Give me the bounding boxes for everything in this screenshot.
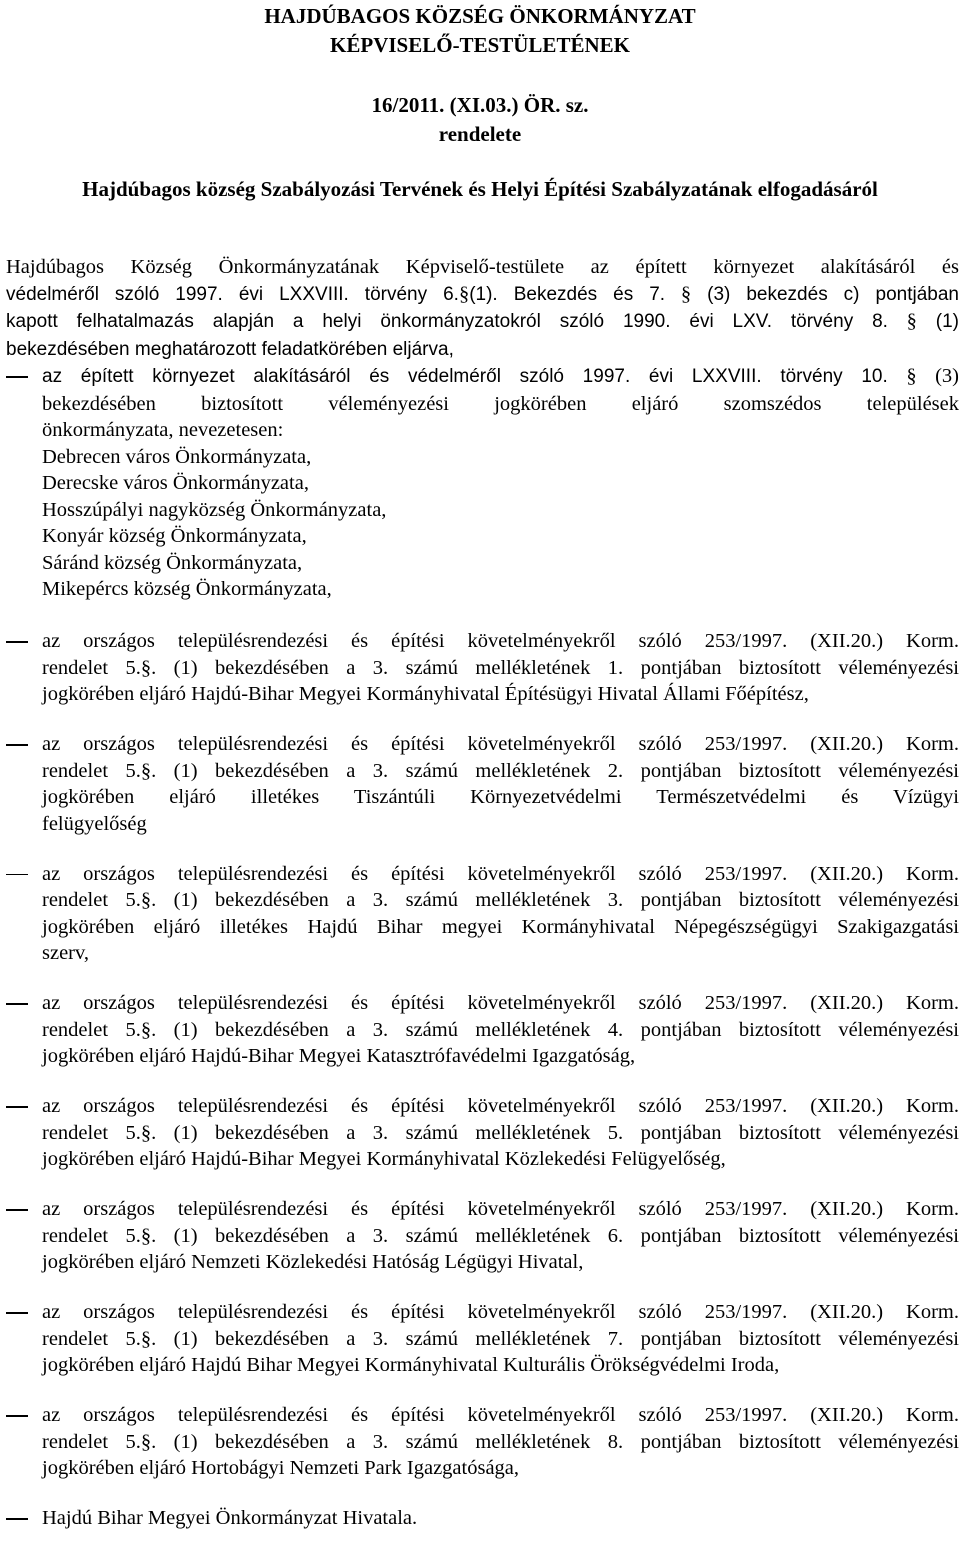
item-text: rendelet 5.: [42, 1327, 141, 1350]
item-text: . (1) bekezdésében a 3. számú mellékletének 6. pontjában biztosított véleményezési: [151, 1224, 959, 1247]
item-text: az országos településrendezési és építési követelményekről szóló 253/1997. (XII.20.) Korm.: [42, 1301, 959, 1323]
item-text: felügyelőség: [42, 812, 147, 835]
requirement-item: [6, 1402, 959, 1482]
item-text: az országos településrendezési és építési követelményekről szóló 253/1997. (XII.20.) Korm.: [42, 1095, 959, 1117]
item-text: . (1) bekezdésében a 3. számú mellékletének 2. pontjában biztosított véleményezési: [151, 759, 959, 782]
item-text: . (1) bekezdésében a 3. számú mellékletének 8. pontjában biztosított véleményezési: [151, 1430, 959, 1453]
section-sign: §: [140, 1121, 152, 1144]
item-line: [42, 811, 959, 838]
item-line: [42, 628, 959, 655]
item-text: rendelet 5.: [42, 656, 141, 679]
decree-number: 16/2011. (XI.03.) ÖR. sz.: [371, 93, 589, 117]
item-line: [42, 1120, 959, 1147]
item-line: [42, 1196, 959, 1223]
item-text: . (1) bekezdésében a 3. számú mellékletének 1. pontjában biztosított véleményezési: [151, 656, 959, 679]
section-sign: §: [140, 1224, 152, 1247]
item-text: önkormányzata, nevezetesen:: [42, 419, 284, 441]
item-line: [42, 1429, 959, 1456]
item-text: az országos településrendezési és építési követelményekről szóló 253/1997. (XII.20.) Korm.: [42, 992, 959, 1014]
preamble-line: [6, 336, 959, 364]
item-text: az országos településrendezési és építési követelményekről szóló 253/1997. (XII.20.) Korm.: [42, 733, 959, 755]
item-text: jogkörében eljáró Hajdú Bihar Megyei Kormányhivatal Kulturális Örökségvédelmi Iroda,: [42, 1354, 780, 1376]
section-sign: §: [140, 889, 152, 911]
item-text: jogkörében eljáró illetékes Tiszántúli Környezetvédelmi Természetvédelmi és Vízügyi: [42, 786, 959, 808]
item-text: az országos településrendezési és építési követelményekről szóló 253/1997. (XII.20.) Korm.: [42, 630, 959, 652]
municipality-item: Debrecen város Önkormányzata,: [42, 445, 312, 468]
municipality-list: [42, 444, 959, 603]
item-text: rendelet 5.: [42, 759, 141, 782]
item-line: [42, 1043, 959, 1070]
item-line: [42, 363, 959, 391]
municipality-item: Hosszúpályi nagyközség Önkormányzata,: [42, 498, 387, 521]
item-line: [42, 1017, 959, 1044]
item-line: [42, 1326, 959, 1353]
decree-title: Hajdúbagos község Szabályozási Tervének és Helyi Építési Szabályzatának elfogadásáról: [82, 177, 878, 201]
item-line: [42, 1093, 959, 1120]
preamble-text: kapott felhatalmazás alapján a helyi önkormányzatokról szóló 1990. évi LXV. törvény 8.: [6, 311, 888, 332]
requirement-item: [6, 990, 959, 1070]
item-line: [42, 914, 959, 941]
preamble-text: bekezdésében meghatározott feladatkörében eljárva,: [6, 338, 454, 360]
item-line: [42, 391, 959, 418]
requirement-item: [6, 861, 959, 967]
item-line: [42, 1352, 959, 1379]
preamble-line: [6, 308, 959, 336]
item-text: Hajdú Bihar Megyei Önkormányzat Hivatala.: [42, 1507, 418, 1529]
section-sign: §: [140, 1018, 152, 1041]
requirement-item: [6, 1196, 959, 1276]
preamble-line: [6, 254, 959, 281]
requirements-list: [6, 628, 959, 1555]
item-text: rendelet 5.: [42, 1121, 141, 1144]
item-text: az épített környezet alakításáról és védelméről szóló 1997. évi LXXVIII. törvény 10.: [42, 366, 888, 387]
item-text: az országos településrendezési és építési követelményekről szóló 253/1997. (XII.20.) Korm.: [42, 862, 959, 885]
preamble: [6, 254, 959, 603]
preamble-text: védelméről szóló 1997. évi LXXVIII. törvény 6.: [6, 283, 459, 305]
item-text: . (1) bekezdésében a 3. számú mellékletének 7. pontjában biztosított véleményezési: [151, 1327, 959, 1350]
dash-list-item: [6, 363, 959, 603]
preamble-text: (3) bekezdés c) pontjában: [691, 283, 959, 305]
item-line: [42, 681, 959, 708]
item-text: rendelet 5.: [42, 889, 141, 911]
requirement-item: [6, 1093, 959, 1173]
section-sign: §: [458, 282, 470, 305]
item-text: jogkörében eljáró Hajdú-Bihar Megyei Kormányhivatal Közlekedési Felügyelőség,: [42, 1148, 726, 1170]
item-text: jogkörében eljáró Nemzeti Közlekedési Hatóság Légügyi Hivatal,: [42, 1251, 584, 1273]
item-text: bekezdésében biztosított véleményezési jogkörében eljáró szomszédos települések: [42, 392, 959, 415]
header-line-2: KÉPVISELŐ-TESTÜLETÉNEK: [330, 33, 630, 57]
item-line: [42, 784, 959, 811]
item-line: [42, 940, 959, 967]
preamble-line: [6, 281, 959, 309]
preamble-text: (1): [916, 311, 960, 332]
section-sign: §: [680, 282, 692, 305]
item-text: jogkörében eljáró Hajdú-Bihar Megyei Kormányhivatal Építésügyi Hivatal Állami Főépítész,: [42, 683, 809, 705]
item-line: [42, 1299, 959, 1326]
section-sign: §: [906, 365, 917, 387]
item-text: jogkörében eljáró illetékes Hajdú Bihar megyei Kormányhivatal Népegészségügyi Szakigazgatási: [42, 915, 959, 938]
section-sign: §: [140, 656, 152, 679]
item-text: rendelet 5.: [42, 1430, 141, 1453]
item-line: [42, 1223, 959, 1250]
item-line: [42, 1146, 959, 1173]
section-sign: §: [140, 1430, 152, 1453]
item-line: [42, 731, 959, 758]
item-text: (3): [916, 365, 960, 387]
municipality-item: Konyár község Önkormányzata,: [42, 525, 307, 547]
header-line-1: HAJDÚBAGOS KÖZSÉG ÖNKORMÁNYZAT: [264, 4, 696, 28]
item-line: [42, 1455, 959, 1482]
preamble-text: (1). Bekezdés és 7.: [469, 283, 666, 305]
item-line: [42, 1505, 959, 1532]
requirement-item: [6, 1505, 959, 1532]
item-line: [42, 887, 959, 914]
item-line: [42, 861, 959, 888]
item-line: [42, 417, 959, 444]
municipality-item: Sáránd község Önkormányzata,: [42, 551, 303, 574]
item-line: [42, 1402, 959, 1429]
item-text: rendelet 5.: [42, 1018, 141, 1041]
municipality-item: Derecske város Önkormányzata,: [42, 472, 309, 494]
section-sign: §: [906, 310, 917, 332]
municipality-item: Mikepércs község Önkormányzata,: [42, 578, 332, 600]
item-line: [42, 655, 959, 682]
decree-label: rendelete: [438, 122, 522, 146]
item-text: . (1) bekezdésében a 3. számú mellékletének 4. pontjában biztosított véleményezési: [151, 1018, 959, 1041]
item-text: az országos településrendezési és építési követelményekről szóló 253/1997. (XII.20.) Korm.: [42, 1404, 959, 1426]
item-text: . (1) bekezdésében a 3. számú mellékletének 5. pontjában biztosított véleményezési: [151, 1121, 959, 1144]
item-text: jogkörében eljáró Hortobágyi Nemzeti Park Igazgatósága,: [42, 1457, 520, 1479]
item-line: [42, 758, 959, 785]
section-sign: §: [140, 1327, 152, 1350]
item-line: [42, 990, 959, 1017]
preamble-text: Hajdúbagos Község Önkormányzatának Képviselő-testülete az épített környezet alakításáról és: [6, 256, 959, 278]
document-header: [0, 2, 960, 204]
item-text: . (1) bekezdésében a 3. számú mellékletének 3. pontjában biztosított véleményezési: [151, 889, 959, 911]
requirement-item: [6, 731, 959, 837]
section-sign: §: [140, 759, 152, 782]
requirement-item: [6, 1299, 959, 1379]
requirement-item: [6, 628, 959, 708]
item-text: szerv,: [42, 942, 90, 964]
item-text: az országos településrendezési és építési követelményekről szóló 253/1997. (XII.20.) Korm.: [42, 1198, 959, 1220]
item-line: [42, 1249, 959, 1276]
item-text: jogkörében eljáró Hajdú-Bihar Megyei Katasztrófavédelmi Igazgatóság,: [42, 1045, 636, 1067]
item-text: rendelet 5.: [42, 1224, 141, 1247]
